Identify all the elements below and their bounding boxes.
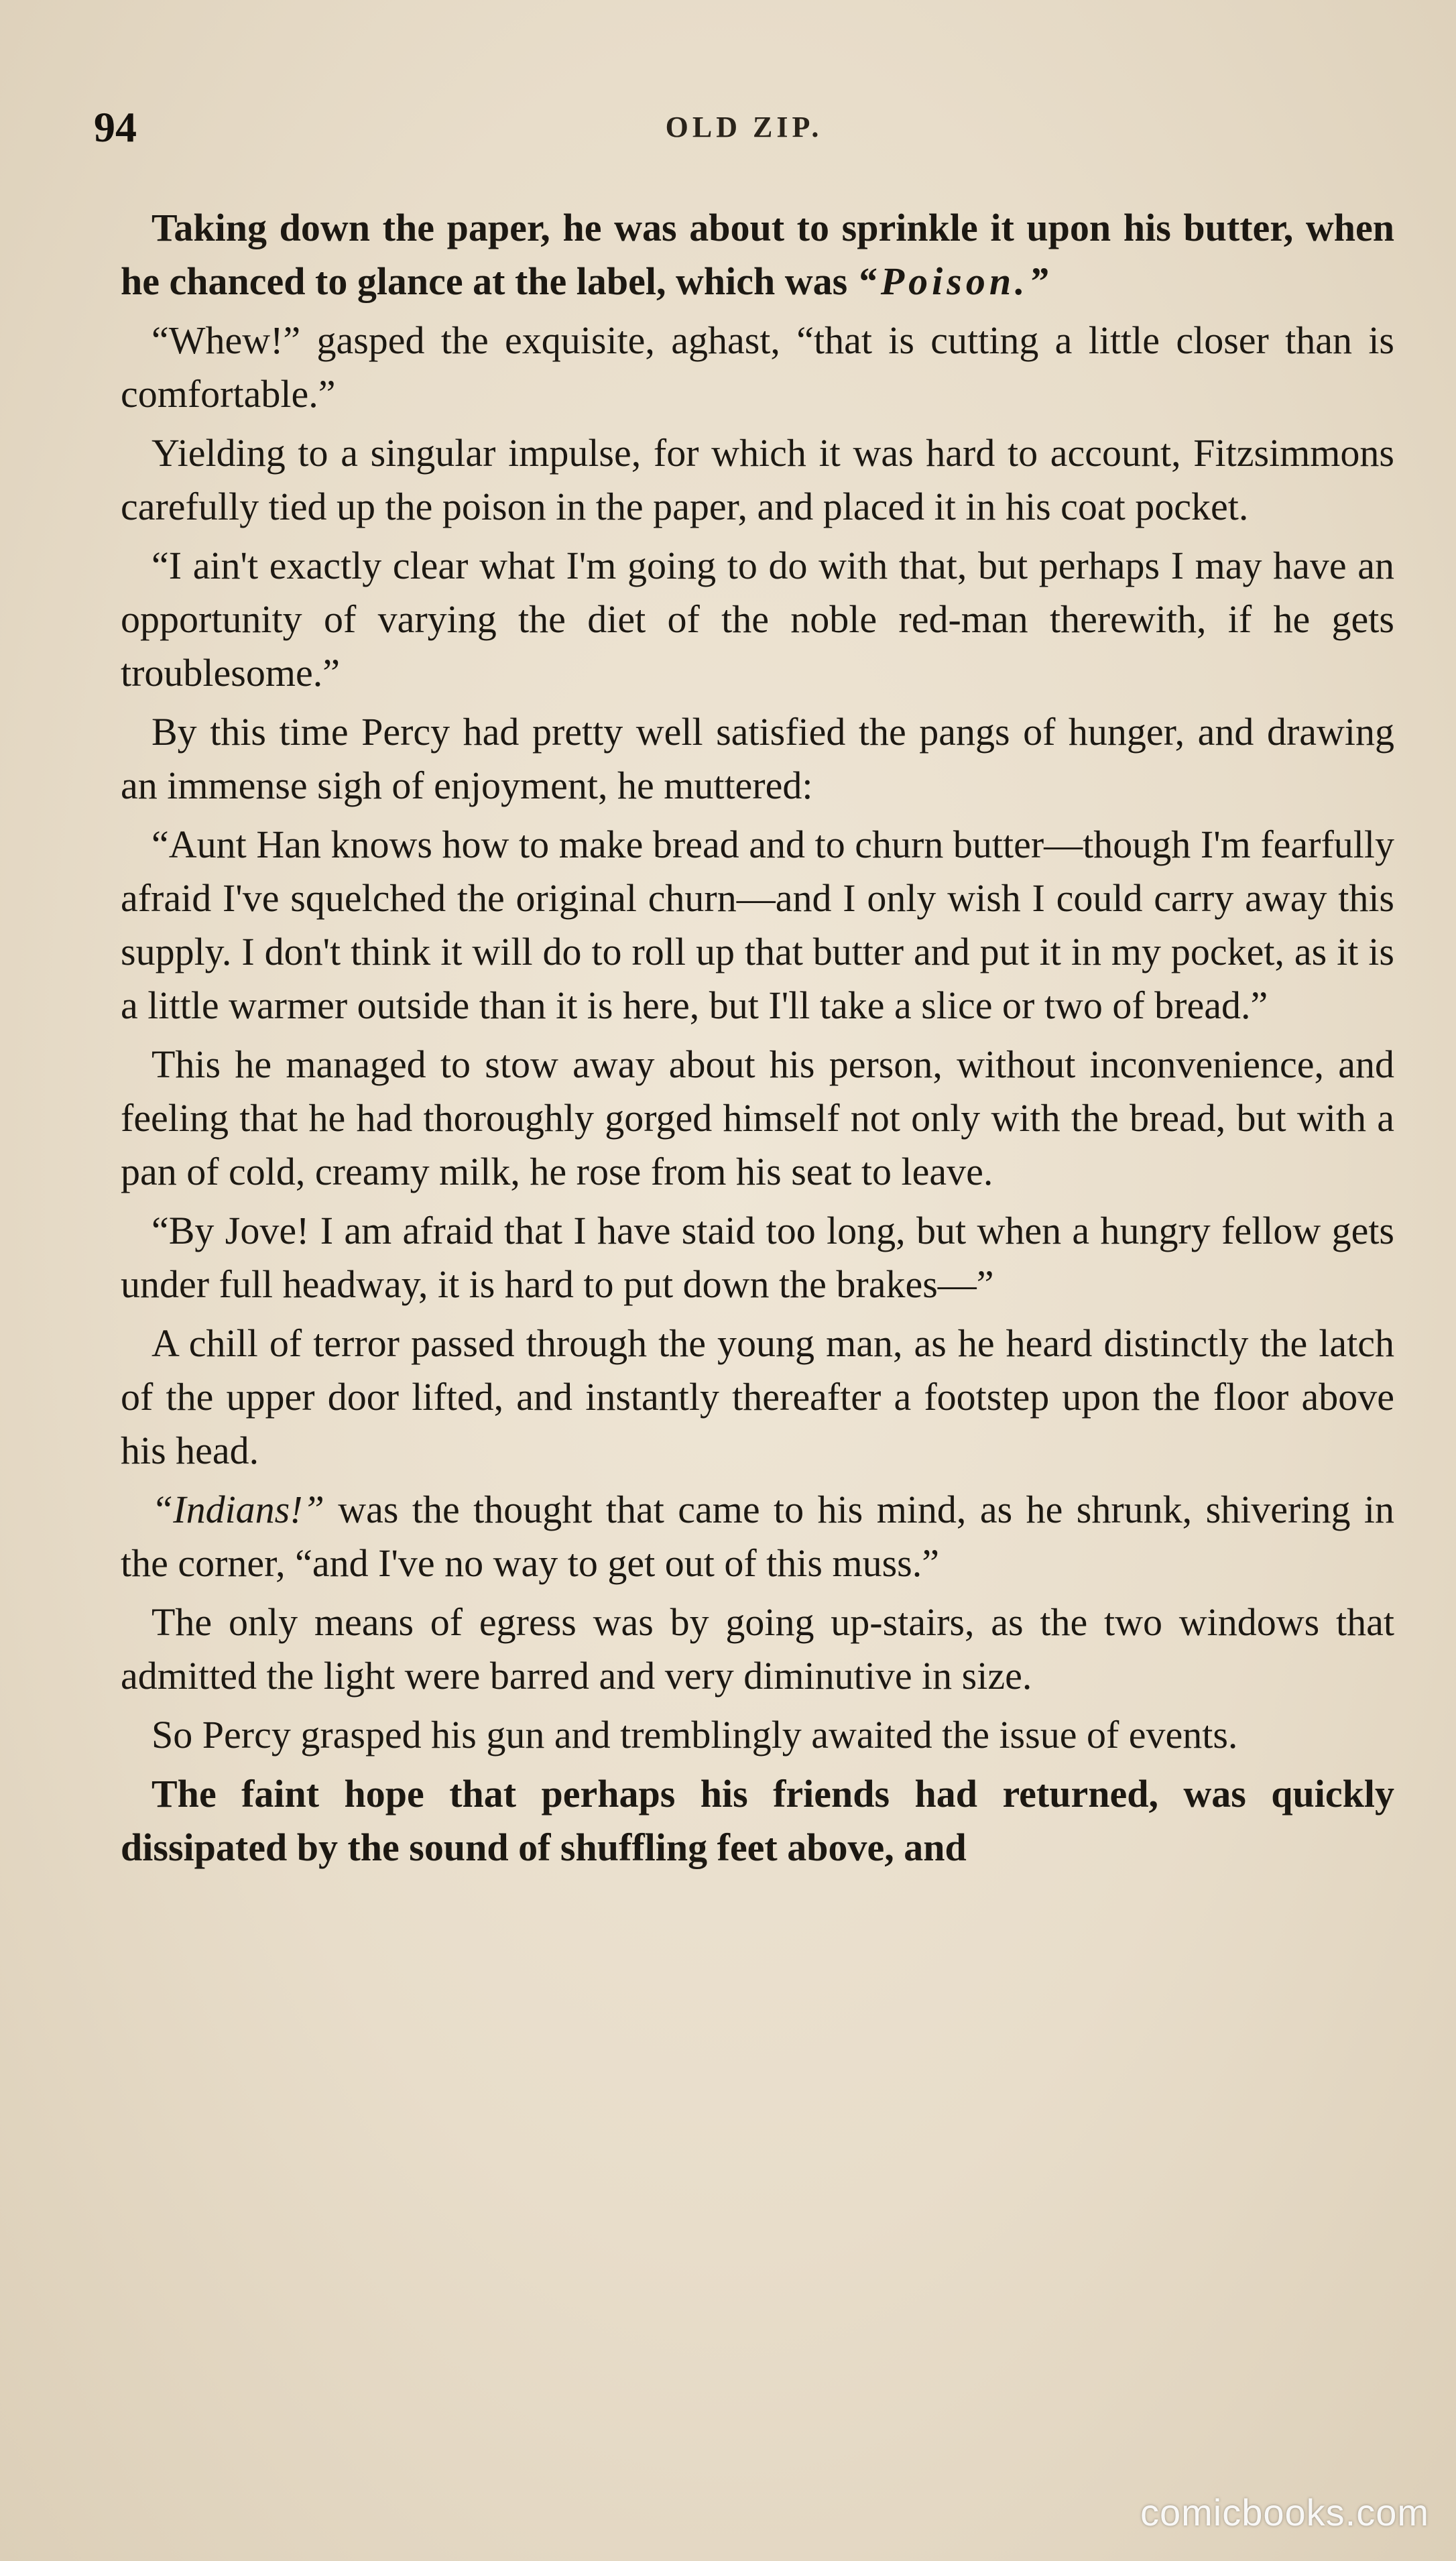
paragraph: The only means of egress was by going up-stairs, as the two windows that admitted the light were barred and very diminutive in size.: [121, 1600, 1394, 1698]
paragraph: Taking down the paper, he was about to sprinkle it upon his butter, when he chanced to glance at the label, which was “Poison.”: [121, 206, 1394, 303]
paragraph: “Whew!” gasped the exquisite, aghast, “that is cutting a little closer than is comfortable.”: [121, 318, 1394, 416]
paragraph: A chill of terror passed through the young man, as he heard distinctly the latch of the upper door lifted, and instantly thereafter a footstep upon the floor above his head.: [121, 1321, 1394, 1472]
paragraph: Yielding to a singular impulse, for which it was hard to account, Fitzsimmons carefully tied up the poison in the paper, and placed it in his coat pocket.: [121, 431, 1394, 528]
poison-label-text: “Poison.”: [857, 259, 1052, 303]
page-header: [94, 101, 1394, 154]
watermark: comicbooks.com: [1140, 2491, 1429, 2534]
paragraph: The faint hope that perhaps his friends had returned, was quickly dissipated by the sound of shuffling feet above, and: [121, 1772, 1394, 1869]
paragraph: “Indians!” was the thought that came to his mind, as he shrunk, shivering in the corner, “and I've no way to get out of this muss.”: [121, 1488, 1394, 1585]
indians-exclamation: “Indians!”: [151, 1488, 324, 1531]
paragraph: “Aunt Han knows how to make bread and to churn butter—though I'm fearfully afraid I've squelched the original churn—and I only wish I could carry away this supply. I don't think it will do to roll up that butter and put it in my pocket, as it is a little warmer outside than it is here, but I'll take a slice or two of bread.”: [121, 823, 1394, 1027]
paragraph: This he managed to stow away about his person, without inconvenience, and feeling that he had thoroughly gorged himself not only with the bread, but with a pan of cold, creamy milk, he rose from his seat to leave.: [121, 1043, 1394, 1193]
body-text: [121, 201, 1394, 1880]
running-head: OLD ZIP.: [665, 111, 823, 143]
paragraph: By this time Percy had pretty well satisfied the pangs of hunger, and drawing an immense sigh of enjoyment, he muttered:: [121, 710, 1394, 807]
paragraph: So Percy grasped his gun and tremblingly awaited the issue of events.: [151, 1713, 1238, 1756]
paragraph: “I ain't exactly clear what I'm going to do with that, but perhaps I may have an opportunity of varying the diet of the noble red-man therewith, if he gets troublesome.”: [121, 544, 1394, 695]
paragraph: “By Jove! I am afraid that I have staid too long, but when a hungry fellow gets under full headway, it is hard to put down the brakes—”: [121, 1209, 1394, 1306]
page-number: 94: [94, 103, 137, 151]
